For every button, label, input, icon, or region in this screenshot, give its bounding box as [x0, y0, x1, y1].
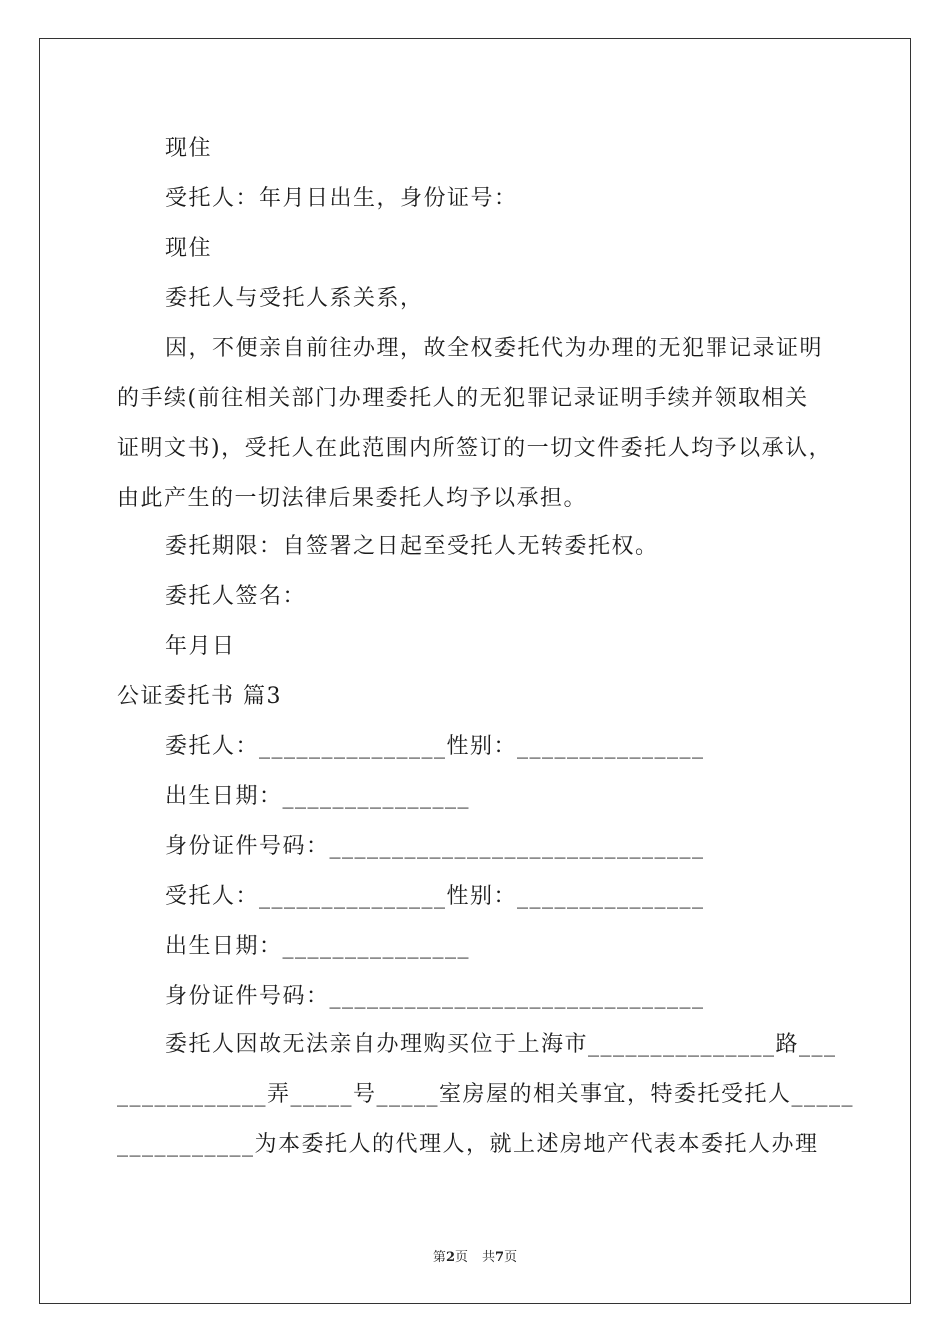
form-field-line: 身份证件号码：______________________________	[165, 834, 705, 859]
text-line: 证明文书)，受托人在此范围内所签订的一切文件委托人均予以承认，	[117, 436, 833, 461]
text-line: 委托期限：自签署之日起至受托人无转委托权。	[165, 534, 659, 559]
form-field-line: 出生日期：_______________	[165, 784, 471, 809]
text-line: 委托人签名：	[165, 584, 307, 609]
page-footer	[0, 1246, 950, 1265]
total-pages: 7	[495, 1250, 505, 1265]
text-line: 委托人与受托人系关系，	[165, 286, 424, 311]
text-line: 的手续(前往相关部门办理委托人的无犯罪记录证明手续并领取相关	[117, 386, 809, 411]
text-line: 委托人因故无法亲自办理购买位于上海市_______________路___	[165, 1032, 837, 1057]
form-field-line: 身份证件号码：______________________________	[165, 984, 705, 1009]
text-line: 年月日	[165, 634, 236, 659]
footer-prefix: 第	[432, 1250, 446, 1265]
text-line: ___________为本委托人的代理人，就上述房地产代表本委托人办理	[117, 1132, 819, 1157]
text-line: 由此产生的一切法律后果委托人均予以承担。	[117, 486, 588, 511]
text-line: 现住	[165, 136, 213, 161]
footer-page-suffix: 页	[454, 1250, 468, 1265]
page-border	[39, 38, 911, 1304]
footer-total-prefix: 共	[482, 1250, 496, 1265]
footer-total-suffix: 页	[504, 1250, 518, 1265]
text-line: 现住	[165, 236, 213, 261]
form-field-line: 受托人：_______________性别：_______________	[165, 884, 705, 909]
text-line: 受托人：年月日出生，身份证号：	[165, 186, 518, 211]
page-number: 2	[445, 1250, 455, 1265]
text-line: ____________弄_____号_____室房屋的相关事宜，特委托受托人_____	[117, 1082, 855, 1107]
text-line: 因，不便亲自前往办理，故全权委托代为办理的无犯罪记录证明	[165, 336, 824, 361]
form-field-line: 出生日期：_______________	[165, 934, 471, 959]
section-heading: 公证委托书 篇3	[117, 684, 282, 709]
form-field-line: 委托人：_______________性别：_______________	[165, 734, 705, 759]
